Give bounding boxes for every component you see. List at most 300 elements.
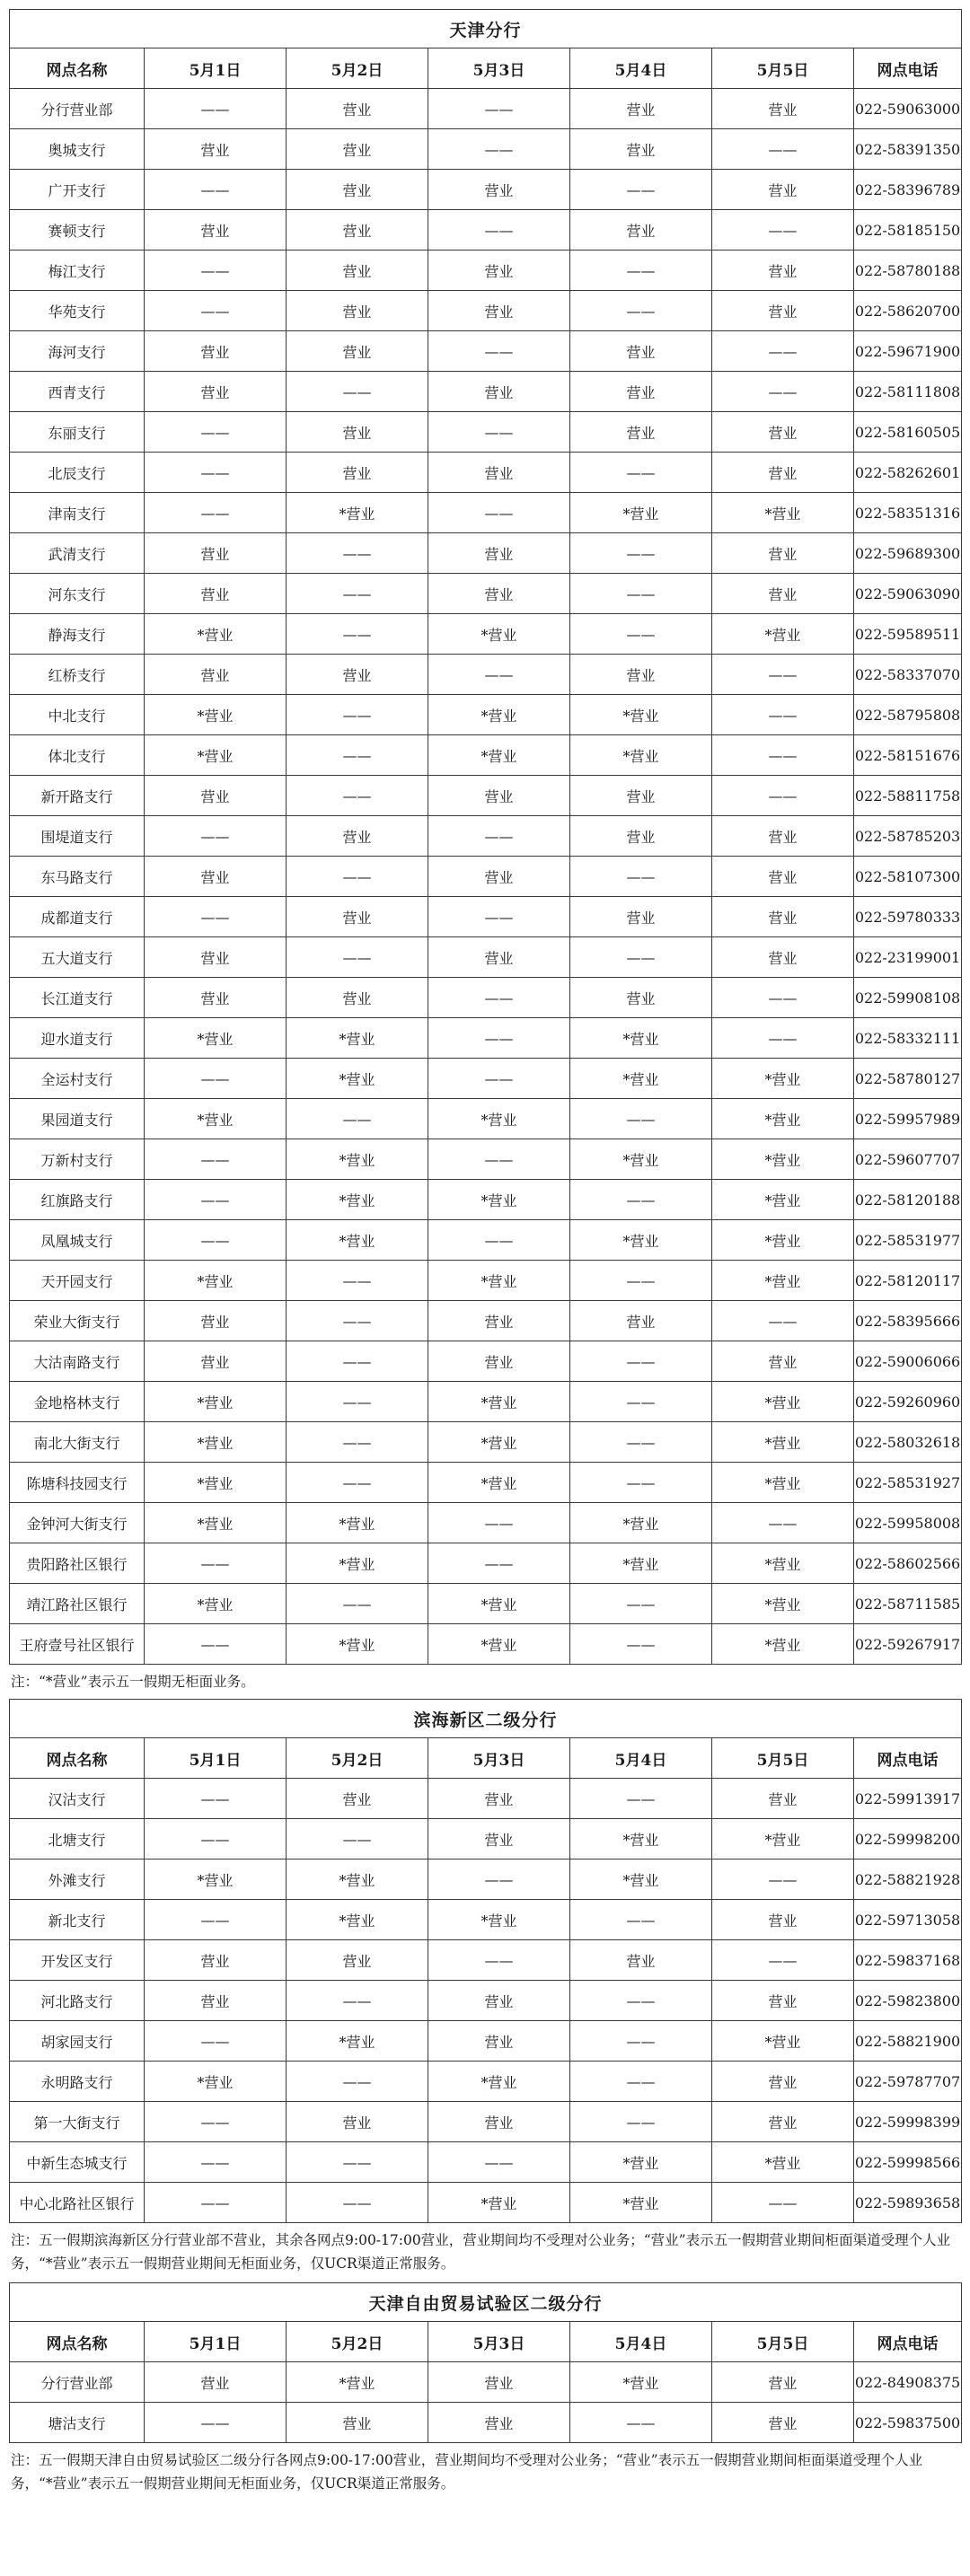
cell-may-3: 营业 [428, 2362, 570, 2403]
schedule-table [9, 1699, 962, 2223]
cell-may-3: *营业 [428, 1900, 570, 1940]
table-row [10, 1584, 962, 1624]
table-row [10, 816, 962, 857]
cell-may-2: —— [287, 1382, 428, 1422]
cell-phone: 022-59957989 [854, 1099, 962, 1139]
cell-phone: 022-84908375 [854, 2362, 962, 2403]
cell-phone: 022-58711585 [854, 1584, 962, 1624]
cell-may-2: —— [287, 857, 428, 897]
cell-phone: 022-59837168 [854, 1940, 962, 1981]
cell-may-4: —— [570, 453, 712, 493]
cell-may-3: *营业 [428, 1180, 570, 1220]
table-row [10, 291, 962, 331]
cell-may-1: 营业 [145, 1981, 287, 2021]
table-row [10, 1059, 962, 1099]
table-row [10, 735, 962, 776]
cell-branch-name: 红桥支行 [10, 655, 145, 695]
cell-may-2: 营业 [287, 2102, 428, 2142]
section-title-row [10, 1700, 962, 1738]
cell-phone: 022-59787707 [854, 2062, 962, 2102]
table-row [10, 2403, 962, 2443]
cell-may-2: *营业 [287, 1018, 428, 1059]
cell-branch-name: 中北支行 [10, 695, 145, 735]
cell-may-1: *营业 [145, 695, 287, 735]
cell-may-3: —— [428, 331, 570, 372]
cell-may-2: —— [287, 776, 428, 816]
cell-branch-name: 新北支行 [10, 1900, 145, 1940]
cell-may-5: 营业 [712, 170, 854, 210]
cell-phone: 022-59958008 [854, 1503, 962, 1543]
cell-may-2: *营业 [287, 2362, 428, 2403]
cell-branch-name: 五大道支行 [10, 937, 145, 978]
table-row [10, 937, 962, 978]
cell-may-4: —— [570, 937, 712, 978]
table-row [10, 533, 962, 574]
cell-may-4: —— [570, 2403, 712, 2443]
column-header-branch-name: 网点名称 [10, 2322, 145, 2362]
table-row [10, 1422, 962, 1463]
section-title-row [10, 2283, 962, 2322]
cell-may-5: 营业 [712, 897, 854, 937]
cell-may-5: —— [712, 1940, 854, 1981]
cell-may-1: —— [145, 493, 287, 533]
cell-may-2: 营业 [287, 331, 428, 372]
cell-may-4: 营业 [570, 655, 712, 695]
cell-may-3: —— [428, 412, 570, 453]
cell-may-2: *营业 [287, 2021, 428, 2062]
cell-may-4: —— [570, 574, 712, 614]
cell-may-4: *营业 [570, 1503, 712, 1543]
cell-may-4: *营业 [570, 2183, 712, 2223]
cell-may-4: *营业 [570, 2362, 712, 2403]
cell-may-5: *营业 [712, 1543, 854, 1584]
cell-may-2: 营业 [287, 170, 428, 210]
table-row [10, 1900, 962, 1940]
table-row [10, 1180, 962, 1220]
cell-branch-name: 武清支行 [10, 533, 145, 574]
cell-may-1: —— [145, 2142, 287, 2183]
table-row [10, 2021, 962, 2062]
cell-may-1: *营业 [145, 1382, 287, 1422]
cell-may-3: 营业 [428, 251, 570, 291]
cell-may-3: *营业 [428, 2183, 570, 2223]
cell-phone: 022-59998200 [854, 1819, 962, 1859]
table-row [10, 1018, 962, 1059]
cell-branch-name: 靖江路社区银行 [10, 1584, 145, 1624]
cell-phone: 022-58332111 [854, 1018, 962, 1059]
cell-branch-name: 红旗路支行 [10, 1180, 145, 1220]
cell-may-1: 营业 [145, 574, 287, 614]
cell-may-3: 营业 [428, 1301, 570, 1341]
cell-may-1: —— [145, 89, 287, 129]
cell-may-5: —— [712, 210, 854, 251]
cell-phone: 022-58111808 [854, 372, 962, 412]
cell-may-1: —— [145, 2021, 287, 2062]
cell-phone: 022-58795808 [854, 695, 962, 735]
page [9, 0, 961, 2502]
cell-may-5: 营业 [712, 291, 854, 331]
cell-may-5: *营业 [712, 1059, 854, 1099]
cell-may-3: —— [428, 978, 570, 1018]
cell-may-3: —— [428, 1139, 570, 1180]
cell-may-5: —— [712, 776, 854, 816]
cell-phone: 022-58151676 [854, 735, 962, 776]
column-header-may-4: 5月4日 [570, 1738, 712, 1779]
cell-may-5: 营业 [712, 412, 854, 453]
table-row [10, 1503, 962, 1543]
cell-phone: 022-59893658 [854, 2183, 962, 2223]
table-row [10, 1220, 962, 1261]
cell-phone: 022-59823800 [854, 1981, 962, 2021]
cell-may-1: —— [145, 2102, 287, 2142]
column-header-may-3: 5月3日 [428, 48, 570, 89]
cell-phone: 022-59607707 [854, 1139, 962, 1180]
table-row [10, 372, 962, 412]
cell-phone: 022-58780188 [854, 251, 962, 291]
cell-branch-name: 胡家园支行 [10, 2021, 145, 2062]
cell-phone: 022-58107300 [854, 857, 962, 897]
table-row [10, 1779, 962, 1819]
cell-may-3: —— [428, 1059, 570, 1099]
cell-branch-name: 南北大街支行 [10, 1422, 145, 1463]
cell-may-4: —— [570, 1261, 712, 1301]
table-row [10, 1981, 962, 2021]
cell-phone: 022-58337070 [854, 655, 962, 695]
column-header-may-4: 5月4日 [570, 2322, 712, 2362]
cell-may-2: —— [287, 614, 428, 655]
cell-phone: 022-58120188 [854, 1180, 962, 1220]
table-row [10, 2102, 962, 2142]
cell-may-4: 营业 [570, 331, 712, 372]
cell-may-1: —— [145, 1059, 287, 1099]
cell-may-5: *营业 [712, 2021, 854, 2062]
cell-may-2: —— [287, 1981, 428, 2021]
cell-branch-name: 分行营业部 [10, 89, 145, 129]
column-header-may-2: 5月2日 [287, 48, 428, 89]
cell-may-3: —— [428, 493, 570, 533]
cell-may-4: 营业 [570, 412, 712, 453]
cell-may-2: —— [287, 2062, 428, 2102]
cell-may-3: *营业 [428, 1382, 570, 1422]
cell-may-2: 营业 [287, 291, 428, 331]
cell-may-1: 营业 [145, 937, 287, 978]
cell-phone: 022-58531977 [854, 1220, 962, 1261]
table-row [10, 978, 962, 1018]
cell-may-5: *营业 [712, 1220, 854, 1261]
cell-may-1: 营业 [145, 776, 287, 816]
cell-may-3: —— [428, 1503, 570, 1543]
cell-phone: 022-59260960 [854, 1382, 962, 1422]
cell-branch-name: 长江道支行 [10, 978, 145, 1018]
cell-may-1: —— [145, 1779, 287, 1819]
cell-may-3: 营业 [428, 1819, 570, 1859]
cell-may-2: —— [287, 937, 428, 978]
cell-branch-name: 大沽南路支行 [10, 1341, 145, 1382]
cell-may-3: *营业 [428, 1463, 570, 1503]
cell-may-5: —— [712, 1503, 854, 1543]
cell-may-2: —— [287, 1301, 428, 1341]
cell-may-3: 营业 [428, 453, 570, 493]
cell-may-5: 营业 [712, 1341, 854, 1382]
cell-may-2: —— [287, 574, 428, 614]
cell-may-5: *营业 [712, 1382, 854, 1422]
cell-branch-name: 东丽支行 [10, 412, 145, 453]
table-row [10, 2183, 962, 2223]
cell-may-2: —— [287, 695, 428, 735]
cell-may-2: 营业 [287, 210, 428, 251]
column-header-may-5: 5月5日 [712, 48, 854, 89]
cell-may-1: —— [145, 2403, 287, 2443]
cell-branch-name: 天开园支行 [10, 1261, 145, 1301]
cell-may-4: —— [570, 1584, 712, 1624]
column-header-row [10, 1738, 962, 1779]
cell-may-4: *营业 [570, 695, 712, 735]
table-row [10, 331, 962, 372]
cell-branch-name: 汉沽支行 [10, 1779, 145, 1819]
cell-phone: 022-58602566 [854, 1543, 962, 1584]
cell-phone: 022-59006066 [854, 1341, 962, 1382]
cell-may-4: *营业 [570, 493, 712, 533]
column-header-phone: 网点电话 [854, 2322, 962, 2362]
table-row [10, 251, 962, 291]
column-header-branch-name: 网点名称 [10, 1738, 145, 1779]
cell-may-2: —— [287, 1463, 428, 1503]
table-row [10, 574, 962, 614]
cell-branch-name: 北塘支行 [10, 1819, 145, 1859]
cell-may-5: —— [712, 695, 854, 735]
table-row [10, 2362, 962, 2403]
cell-may-1: 营业 [145, 1940, 287, 1981]
cell-may-4: 营业 [570, 776, 712, 816]
table-row [10, 210, 962, 251]
cell-may-3: *营业 [428, 1624, 570, 1665]
table-row [10, 170, 962, 210]
cell-may-4: 营业 [570, 978, 712, 1018]
cell-may-4: *营业 [570, 1819, 712, 1859]
cell-may-1: —— [145, 251, 287, 291]
cell-branch-name: 中新生态城支行 [10, 2142, 145, 2183]
cell-may-5: 营业 [712, 857, 854, 897]
cell-may-2: —— [287, 372, 428, 412]
cell-may-1: —— [145, 1900, 287, 1940]
cell-may-3: 营业 [428, 291, 570, 331]
cell-may-4: —— [570, 614, 712, 655]
cell-may-2: *营业 [287, 1503, 428, 1543]
cell-may-2: *营业 [287, 1180, 428, 1220]
cell-branch-name: 北辰支行 [10, 453, 145, 493]
cell-may-4: 营业 [570, 129, 712, 170]
cell-may-5: *营业 [712, 1139, 854, 1180]
cell-may-5: 营业 [712, 1981, 854, 2021]
table-row [10, 2142, 962, 2183]
cell-phone: 022-58120117 [854, 1261, 962, 1301]
table-row [10, 89, 962, 129]
cell-branch-name: 金地格林支行 [10, 1382, 145, 1422]
cell-branch-name: 中心北路社区银行 [10, 2183, 145, 2223]
table-row [10, 1382, 962, 1422]
cell-phone: 022-59908108 [854, 978, 962, 1018]
cell-may-5: —— [712, 1018, 854, 1059]
table-row [10, 695, 962, 735]
cell-branch-name: 海河支行 [10, 331, 145, 372]
section-title: 滨海新区二级分行 [10, 1700, 962, 1738]
table-row [10, 1624, 962, 1665]
cell-may-4: 营业 [570, 89, 712, 129]
cell-may-2: 营业 [287, 1940, 428, 1981]
cell-may-5: —— [712, 735, 854, 776]
table-row [10, 1301, 962, 1341]
cell-branch-name: 第一大街支行 [10, 2102, 145, 2142]
section-title: 天津分行 [10, 10, 962, 48]
cell-branch-name: 全运村支行 [10, 1059, 145, 1099]
cell-phone: 022-58391350 [854, 129, 962, 170]
cell-may-1: 营业 [145, 331, 287, 372]
cell-may-1: —— [145, 1543, 287, 1584]
cell-branch-name: 金钟河大街支行 [10, 1503, 145, 1543]
column-header-may-1: 5月1日 [145, 2322, 287, 2362]
cell-branch-name: 分行营业部 [10, 2362, 145, 2403]
cell-phone: 022-58620700 [854, 291, 962, 331]
table-row [10, 453, 962, 493]
cell-may-5: *营业 [712, 1099, 854, 1139]
cell-may-4: —— [570, 857, 712, 897]
cell-phone: 022-59063090 [854, 574, 962, 614]
cell-may-4: *营业 [570, 1139, 712, 1180]
cell-may-1: 营业 [145, 978, 287, 1018]
cell-may-3: 营业 [428, 776, 570, 816]
cell-may-5: *营业 [712, 1261, 854, 1301]
cell-phone: 022-58032618 [854, 1422, 962, 1463]
cell-may-3: 营业 [428, 170, 570, 210]
cell-may-2: —— [287, 1422, 428, 1463]
column-header-may-1: 5月1日 [145, 48, 287, 89]
cell-may-1: —— [145, 412, 287, 453]
cell-may-5: 营业 [712, 2062, 854, 2102]
cell-may-5: *营业 [712, 1584, 854, 1624]
cell-may-3: 营业 [428, 937, 570, 978]
cell-may-5: —— [712, 1301, 854, 1341]
cell-phone: 022-58821900 [854, 2021, 962, 2062]
cell-may-2: —— [287, 1341, 428, 1382]
cell-may-3: —— [428, 1543, 570, 1584]
cell-may-3: —— [428, 129, 570, 170]
cell-may-5: 营业 [712, 1779, 854, 1819]
cell-may-3: 营业 [428, 2102, 570, 2142]
cell-may-4: —— [570, 170, 712, 210]
column-header-may-3: 5月3日 [428, 1738, 570, 1779]
cell-may-1: 营业 [145, 2362, 287, 2403]
cell-branch-name: 荣业大街支行 [10, 1301, 145, 1341]
cell-may-5: —— [712, 978, 854, 1018]
cell-may-3: *营业 [428, 2062, 570, 2102]
cell-may-1: —— [145, 1819, 287, 1859]
cell-may-4: 营业 [570, 1301, 712, 1341]
schedule-table [9, 9, 962, 1665]
cell-branch-name: 静海支行 [10, 614, 145, 655]
column-header-may-3: 5月3日 [428, 2322, 570, 2362]
cell-may-2: *营业 [287, 1624, 428, 1665]
cell-may-2: 营业 [287, 89, 428, 129]
cell-phone: 022-58811758 [854, 776, 962, 816]
cell-may-3: —— [428, 897, 570, 937]
section-title: 天津自由贸易试验区二级分行 [10, 2283, 962, 2322]
cell-may-1: *营业 [145, 1018, 287, 1059]
cell-may-3: 营业 [428, 2403, 570, 2443]
cell-phone: 022-58531927 [854, 1463, 962, 1503]
cell-may-2: *营业 [287, 1139, 428, 1180]
cell-may-1: —— [145, 816, 287, 857]
cell-may-4: —— [570, 1624, 712, 1665]
cell-may-5: 营业 [712, 2403, 854, 2443]
cell-may-5: —— [712, 655, 854, 695]
cell-may-2: —— [287, 1099, 428, 1139]
cell-may-3: —— [428, 1940, 570, 1981]
cell-may-1: 营业 [145, 129, 287, 170]
cell-may-5: 营业 [712, 89, 854, 129]
cell-may-2: —— [287, 2142, 428, 2183]
cell-may-2: *营业 [287, 1859, 428, 1900]
cell-may-2: 营业 [287, 129, 428, 170]
cell-may-4: —— [570, 1422, 712, 1463]
cell-phone: 022-59913917 [854, 1779, 962, 1819]
cell-may-5: *营业 [712, 493, 854, 533]
cell-may-4: —— [570, 1981, 712, 2021]
branch-section [9, 9, 961, 1699]
cell-may-4: *营业 [570, 1059, 712, 1099]
cell-may-1: *营业 [145, 2062, 287, 2102]
cell-may-5: 营业 [712, 574, 854, 614]
cell-branch-name: 西青支行 [10, 372, 145, 412]
schedule-table [9, 2282, 962, 2443]
branch-section [9, 1699, 961, 2282]
cell-may-3: *营业 [428, 1261, 570, 1301]
column-header-branch-name: 网点名称 [10, 48, 145, 89]
cell-may-4: —— [570, 2102, 712, 2142]
cell-phone: 022-58396789 [854, 170, 962, 210]
cell-may-4: —— [570, 251, 712, 291]
table-row [10, 655, 962, 695]
table-row [10, 857, 962, 897]
cell-may-2: 营业 [287, 1779, 428, 1819]
cell-branch-name: 河北路支行 [10, 1981, 145, 2021]
cell-branch-name: 新开路支行 [10, 776, 145, 816]
cell-phone: 022-59589511 [854, 614, 962, 655]
sections-container [9, 9, 961, 2502]
section-note: 注：五一假期天津自由贸易试验区二级分行各网点9:00-17:00营业，营业期间均不受理对公业务；“营业”表示五一假期营业期间柜面渠道受理个人业务，“*营业”表示五一假期营业期间无柜面业务，仅UCR渠道正常服务。 [11, 2452, 923, 2492]
column-header-may-5: 5月5日 [712, 1738, 854, 1779]
table-row [10, 1859, 962, 1900]
cell-may-4: —— [570, 1099, 712, 1139]
cell-phone: 022-58780127 [854, 1059, 962, 1099]
section-note: 注：五一假期滨海新区分行营业部不营业，其余各网点9:00-17:00营业，营业期间均不受理对公业务；“营业”表示五一假期营业期间柜面渠道受理个人业务，“*营业”表示五一假期营业期间无柜面业务，仅UCR渠道正常服务。 [11, 2232, 951, 2272]
cell-may-3: *营业 [428, 695, 570, 735]
cell-may-4: *营业 [570, 2142, 712, 2183]
cell-branch-name: 奥城支行 [10, 129, 145, 170]
cell-phone: 022-58785203 [854, 816, 962, 857]
cell-may-3: —— [428, 1859, 570, 1900]
cell-branch-name: 万新村支行 [10, 1139, 145, 1180]
cell-branch-name: 津南支行 [10, 493, 145, 533]
cell-may-4: —— [570, 1341, 712, 1382]
cell-branch-name: 迎水道支行 [10, 1018, 145, 1059]
cell-may-1: —— [145, 1180, 287, 1220]
cell-may-1: —— [145, 453, 287, 493]
cell-may-3: 营业 [428, 2021, 570, 2062]
cell-may-1: —— [145, 291, 287, 331]
table-row [10, 412, 962, 453]
cell-may-4: —— [570, 1463, 712, 1503]
column-header-may-2: 5月2日 [287, 2322, 428, 2362]
